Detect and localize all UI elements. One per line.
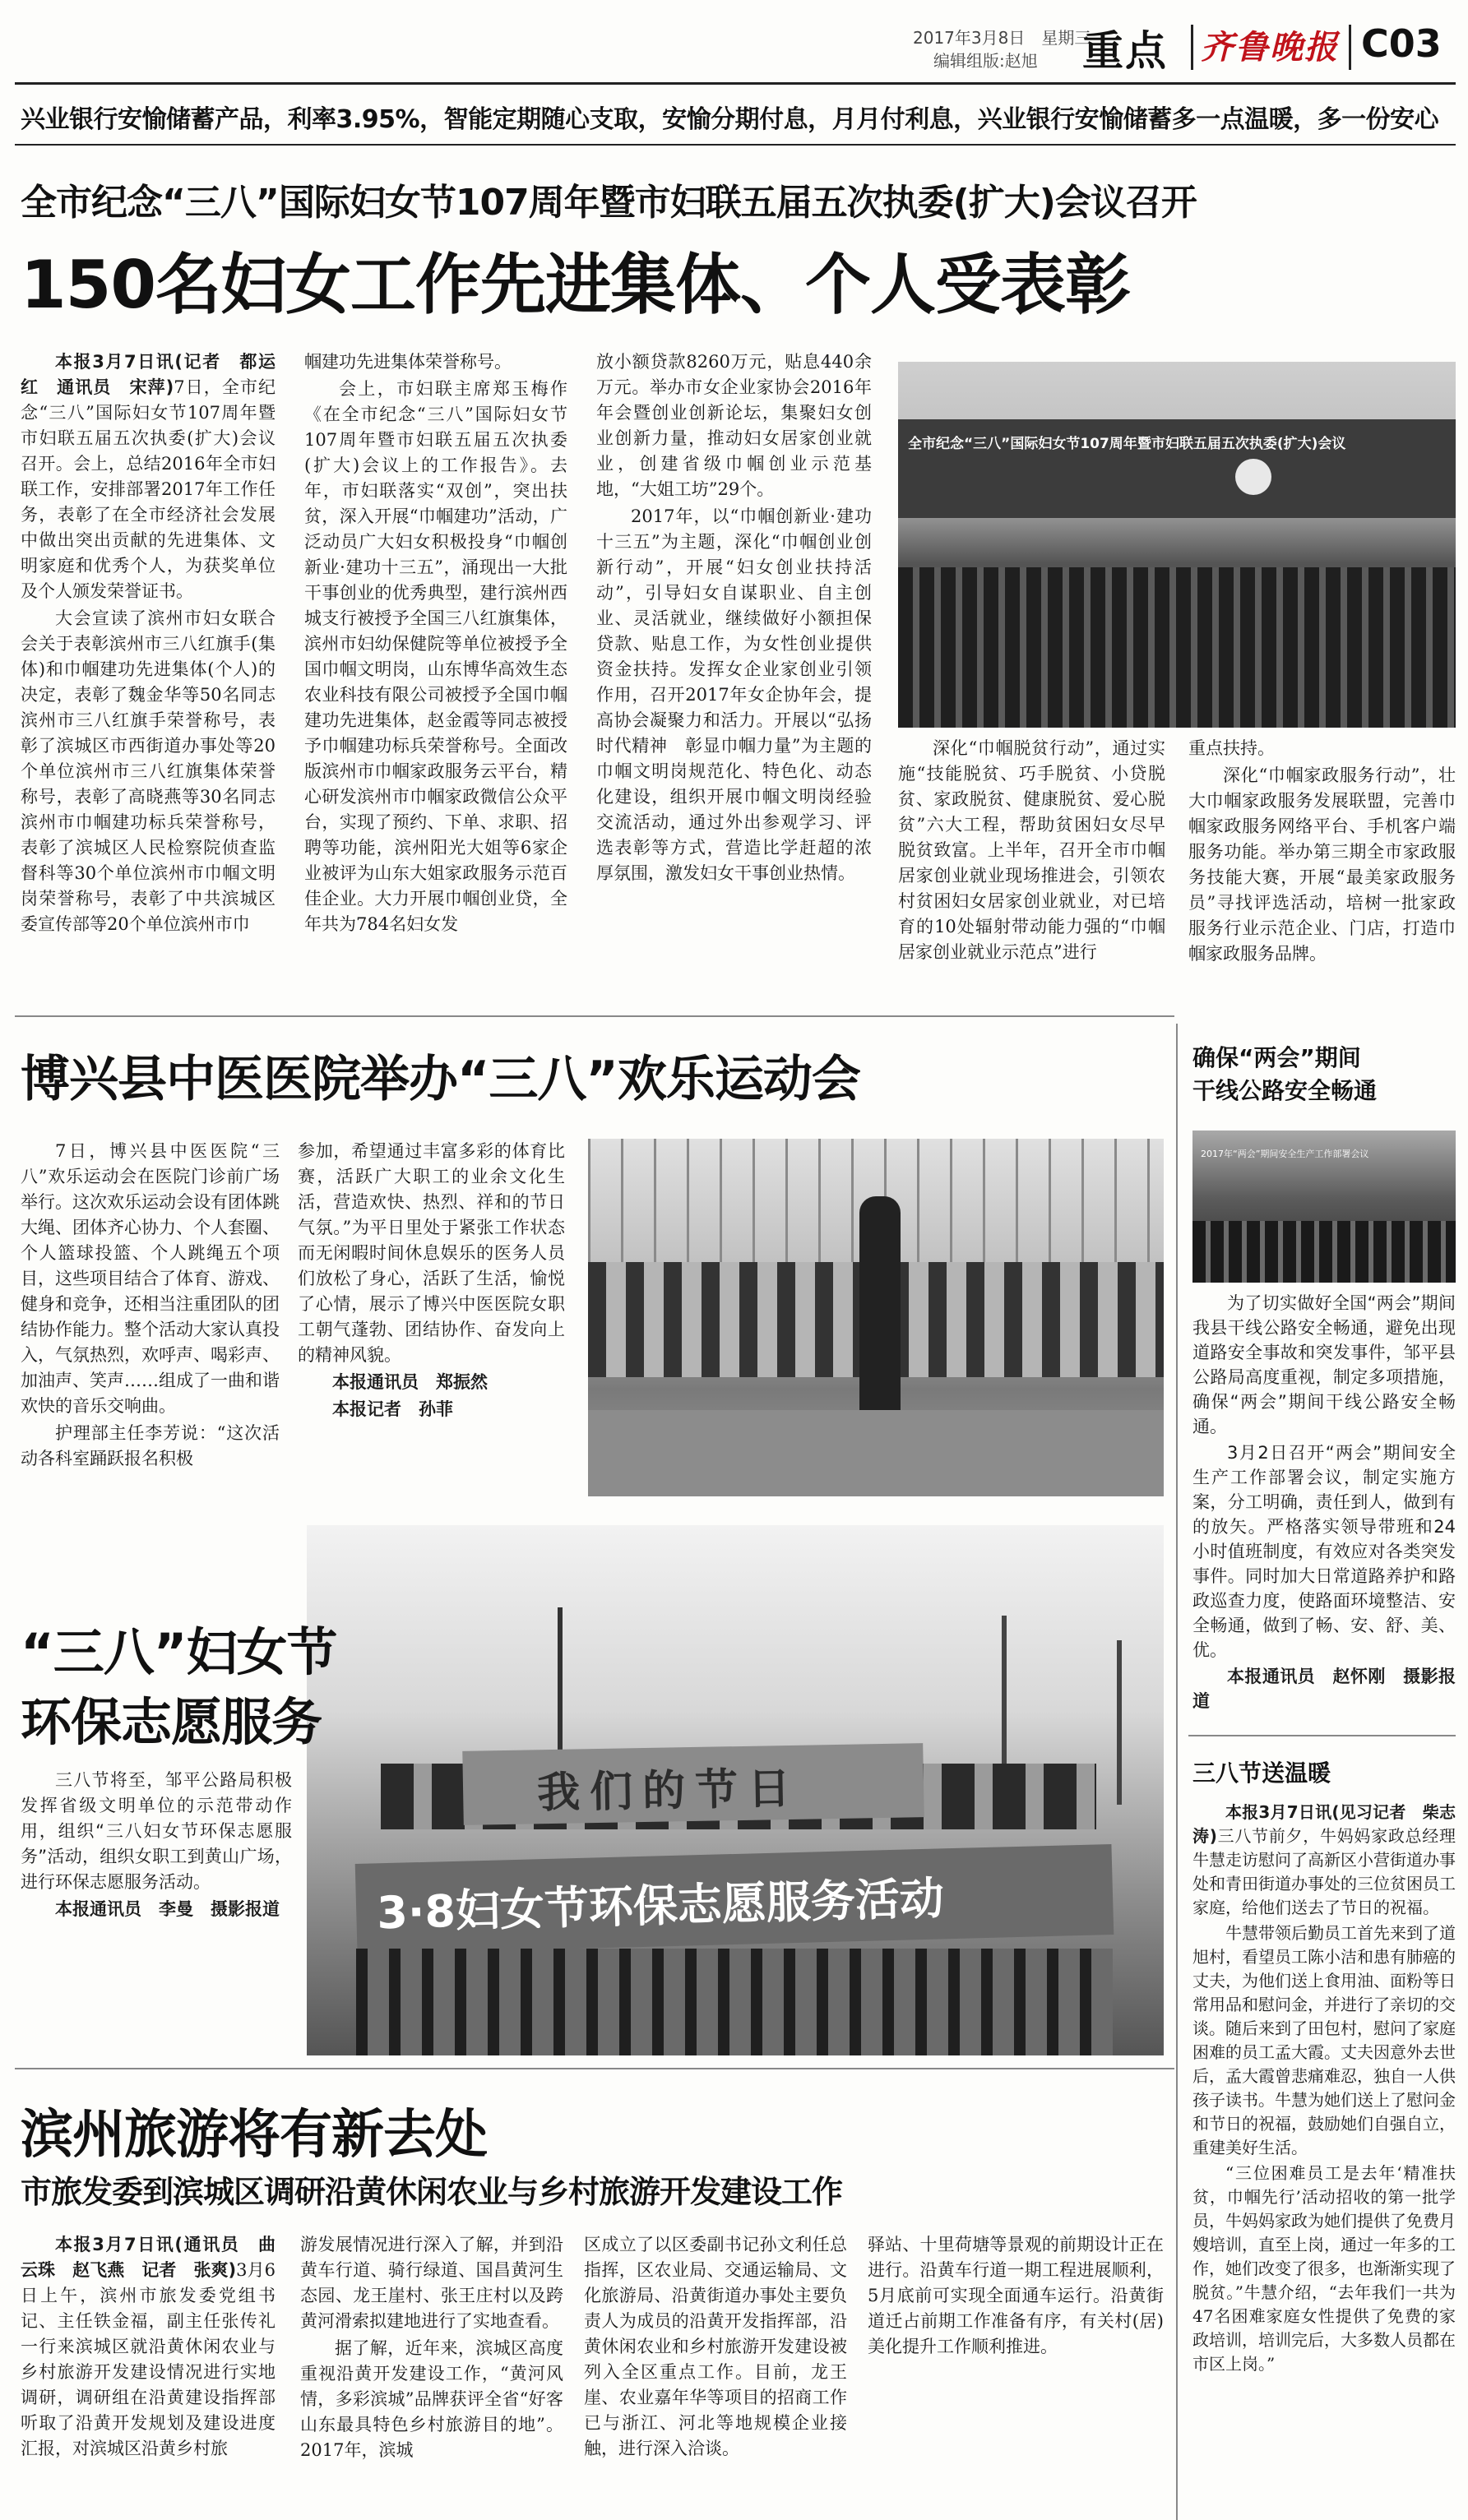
article6-col2 [300, 2232, 563, 2512]
article6-top-rule [15, 2068, 1174, 2069]
banner-main-text: 3·8妇女节环保志愿服务活动 [376, 1872, 945, 1940]
article1-col1 [21, 349, 276, 1003]
article2-sports-photo [588, 1139, 1164, 1496]
header-divider-2 [1349, 25, 1351, 70]
article5-p3: “三位困难员工是去年‘精准扶贫，巾帼先行’活动招收的第一批学员，牛妈妈家政为她们提供了免费月嫂培训，直至上岗，通过一年多的工作，她们改变了很多，也渐渐实现了脱贫。”牛慧介绍，“去年我们一共为47名困难家庭女性提供了免费的家政培训，培训完后，大多数人员都在市区上岗。” [1192, 2163, 1456, 2374]
article1-col4 [898, 736, 1165, 1007]
article2-sig1: 本报通讯员 郑振然 [332, 1372, 488, 1392]
article6-col3 [584, 2232, 847, 2512]
article3-volunteer-photo [307, 1525, 1164, 2055]
article6-col1 [21, 2232, 276, 2512]
article2-col1 [21, 1139, 280, 1509]
ad-rule [15, 144, 1456, 146]
photo-ground [588, 1410, 1164, 1496]
page-number: C03 [1361, 21, 1442, 66]
article2-sig2: 本报记者 孙菲 [332, 1399, 453, 1419]
photo-lamppost-2 [1117, 1640, 1122, 1805]
article4-sig: 本报通讯员 赵怀刚 摄影报道 [1192, 1667, 1456, 1711]
article3-headline-line2: 环保志愿服务 [21, 1692, 322, 1752]
article1-col1-p1: 7日，全市纪念“三八”国际妇女节107周年暨市妇联五届五次执委(扩大)会议召开。会上，总结2016年全市妇联工作，安排部署2017年工作任务，表彰了在全市经济社会发展中做出突出贡献的先进集体、文明家庭和优秀个人，为获奖单位及个人颁发荣誉证书。 [21, 377, 276, 601]
article6-col2-p1: 游发展情况进行深入了解，并到沿黄车行道、骑行绿道、国昌黄河生态园、龙王崖村、张王庄村以及跨黄河滑索拟建地进行了实地查看。 [300, 2235, 563, 2331]
article2-headline: 博兴县中医医院举办“三八”欢乐运动会 [21, 1051, 860, 1108]
ad-banner: 兴业银行安愉储蓄产品，利率3.95%，智能定期随心支取，安愉分期付息，月月付利息，兴业银行安愉储蓄多一点温暖，多一份安心 [21, 105, 1439, 134]
article4-p1: 为了切实做好全国“两会”期间我县干线公路安全畅通，避免出现道路安全事故和突发事件，邹平县公路局高度重视，制定多项措施，确保“两会”期间干线公路安全畅通。 [1192, 1293, 1456, 1436]
article4-p2: 3月2日召开“两会”期间安全生产工作部署会议，制定实施方案，分工明确，责任到人，做到有的放矢。严格落实领导带班和24小时值班制度，有效应对各类突发事件。同时加大日常道路养护和路政巡查力度，使路面环境整洁、安全畅通，做到了畅、安、舒、美、优。 [1192, 1443, 1456, 1660]
header-rule [15, 82, 1456, 85]
article6-col4 [868, 2232, 1164, 2512]
article6-col1-p1: 3月6日上午，滨州市旅发委党组书记、主任铁金福，副主任张传礼一行来滨城区就沿黄休闲农业与乡村旅游开发建设情况进行实地调研，调研组在沿黄建设指挥部听取了沿黄开发规划及建设进度汇报，对滨城区沿黄乡村旅 [21, 2260, 276, 2458]
article3-sig: 本报通讯员 李曼 摄影报道 [55, 1899, 280, 1919]
banner-main [355, 1844, 1114, 1954]
photo-jumper [859, 1196, 901, 1418]
article1-col3 [596, 349, 872, 1003]
meeting-emblem [1235, 459, 1271, 495]
article3-body [21, 1768, 292, 2014]
article4-photo-banner: 2017年“两会”期间安全生产工作部署会议 [1201, 1149, 1369, 1159]
header-editor: 编辑组版:赵旭 [933, 51, 1038, 71]
banner-upper-text: 我们的节日 [536, 1763, 801, 1819]
article3-headline-line1: “三八”妇女节 [21, 1622, 337, 1682]
article5-headline: 三八节送温暖 [1192, 1759, 1331, 1787]
article5-lead: 本报3月7日讯(见习记者 柴志涛) [1192, 1802, 1456, 1846]
article2-col1-p1: 7日，博兴县中医医院“三八”欢乐运动会在医院门诊前广场举行。这次欢乐运动会设有团体跳大绳、团体齐心协力、个人套圈、个人篮球投篮、个人跳绳五个项目，这些项目结合了体育、游戏、健身和竞争，还相当注重团队的团结协作能力。整个活动大家认真投入，气氛热烈，欢呼声、喝彩声、加油声、笑声……组成了一曲和谐欢快的音乐交响曲。 [21, 1141, 280, 1416]
banner-upper [462, 1743, 924, 1825]
article6-lead: 本报3月7日讯(通讯员 曲云珠 赵飞燕 记者 张爽) [21, 2235, 276, 2280]
article1-col2-p1: 帼建功先进集体荣誉称号。 [304, 352, 512, 372]
article4-bottom-rule [1188, 1735, 1456, 1736]
article1-col5-p1: 重点扶持。 [1188, 738, 1275, 758]
photo-legs [356, 1949, 1113, 2055]
article1-col4-p1: 深化“巾帼脱贫行动”，通过实施“技能脱贫、巧手脱贫、小贷脱贫、家政脱贫、健康脱贫、爱心脱贫”六大工程，帮助贫困妇女尽早脱贫致富。上半年，召开全市巾帼居家创业就业现场推进会，引领农村贫困妇女居家创业就业，对已培育的10处辐射带动能力强的“巾帼居家创业就业示范点”进行 [898, 738, 1165, 962]
article4-headline-line2: 干线公路安全畅通 [1192, 1077, 1378, 1104]
article1-col2-p2: 会上，市妇联主席郑玉梅作《在全市纪念“三八”国际妇女节107周年暨市妇联五届五次执委(扩大)会议上的工作报告》。去年，市妇联落实“双创”，突出扶贫，深入开展“巾帼建功”活动，广泛动员广大妇女积极投身“巾帼创新业·建功十三五”，涌现出一大批干事创业的优秀典型，建行滨州西城支行被授予全国三八红旗集体，滨州市妇幼保健院等单位被授予全国巾帼文明岗，山东博华高效生态农业科技有限公司被授予全国巾帼建功先进集体，赵金霞等同志被授予巾帼建功标兵荣誉称号。全面改版滨州市巾帼家政服务云平台，精心研发滨州市巾帼家政微信公众平台，实现了预约、下单、求职、招聘等功能，滨州阳光大姐等6家企业被评为山东大姐家政服务示范百佳企业。大力开展巾帼创业贷，全年共为784名妇女发 [304, 379, 567, 934]
article1-col3-p2: 2017年，以“巾帼创新业·建功十三五”为主题，深化“巾帼创业创新行动”，开展“妇女创业扶持活动”，引导妇女自谋职业、自主创业、灵活就业，继续做好小额担保贷款、贴息工作，为女性创业提供资金扶持。发挥女企业家创业引领作用，召开2017年女企协年会，提高协会凝聚力和活力。开展以“弘扬时代精神 彰显巾帼力量”为主题的巾帼文明岗规范化、特色化、动态化建设，组织开展巾帼文明岗经验交流活动，通过外出参观学习、评选表彰等方式，营造比学赶超的浓厚氛围，激发妇女干事创业热情。 [596, 506, 872, 883]
article3-body-text: 三八节将至，邹平公路局积极发挥省级文明单位的示范带动作用，组织“三八妇女节环保志愿服务”活动，组织女职工到黄山广场，进行环保志愿服务活动。 [21, 1770, 292, 1892]
article4-meeting-photo [1192, 1131, 1456, 1283]
article4-photo-table [1192, 1221, 1456, 1283]
article5-body [1192, 1801, 1456, 2508]
article6-headline: 滨州旅游将有新去处 [21, 2105, 487, 2166]
meeting-banner: 全市纪念“三八”国际妇女节107周年暨市妇联五届五次执委(扩大)会议 [908, 436, 1346, 452]
article1-lead: 本报3月7日讯(记者 都运红 通讯员 宋萍) [21, 352, 276, 397]
article1-headline: 150名妇女工作先进集体、个人受表彰 [21, 247, 1130, 323]
article1-col2 [304, 349, 567, 1003]
right-column-divider [1176, 1024, 1178, 2520]
article4-headline-line1: 确保“两会”期间 [1192, 1044, 1361, 1071]
article5-p2: 牛慧带领后勤员工首先来到了道旭村，看望员工陈小洁和患有肺癌的丈夫，为他们送上食用油、面粉等日常用品和慰问金，并进行了亲切的交谈。随后来到了田包村，慰问了家庭困难的员工孟大霞。丈夫因意外去世后，孟大霞曾悲痛难忍，独自一人供孩子读书。牛慧为她们送上了慰问金和节日的祝福，鼓励她们自强自立，重建美好生活。 [1192, 1923, 1456, 2157]
article6-col2-p2: 据了解，近年来，滨城区高度重视沿黄开发建设工作，“黄河风情，多彩滨城”品牌获评全省“好客山东最具特色乡村旅游目的地”。2017年，滨城 [300, 2338, 563, 2460]
article1-meeting-photo [898, 362, 1456, 728]
newspaper-logo: 齐鲁晚报 [1201, 28, 1339, 67]
article6-subhead: 市旅发委到滨城区调研沿黄休闲农业与乡村旅游开发建设工作 [21, 2174, 843, 2210]
article1-col5-p2: 深化“巾帼家政服务行动”，壮大巾帼家政服务发展联盟，完善巾帼家政服务网络平台、手机客户端服务功能。举办第三期全市家政服务技能大赛，开展“最美家政服务员”寻找评选活动，培树一批家政服务行业示范企业、门店，打造巾帼家政服务品牌。 [1188, 765, 1456, 964]
article1-col5 [1188, 736, 1456, 1007]
article1-kicker: 全市纪念“三八”国际妇女节107周年暨市妇联五届五次执委(扩大)会议召开 [21, 182, 1197, 224]
article6-col3-p1: 区成立了以区委副书记孙文利任总指挥，区农业局、交通运输局、文化旅游局、沿黄街道办事处主要负责人为成员的沿黄开发指挥部，沿黄休闲农业和乡村旅游开发建设被列入全区重点工作。目前，龙王崖、农业嘉年华等项目的招商工作已与浙江、河北等地规模企业接触，进行深入洽谈。 [584, 2235, 847, 2458]
header-date: 2017年3月8日 星期三 [913, 28, 1091, 48]
article2-col2 [298, 1139, 565, 1509]
article6-col4-p1: 驿站、十里荷塘等景观的前期设计正在进行。沿黄车行道一期工程进展顺利，5月底前可实现全面通车运行。沿黄街道迁占前期工作准备有序，有关村(居)美化提升工作顺利推进。 [868, 2235, 1164, 2356]
article2-col1-p2: 护理部主任李芳说：“这次活动各科室踊跃报名积极 [21, 1423, 280, 1468]
meeting-audience [898, 567, 1456, 728]
article1-col1-p2: 大会宣读了滨州市妇女联合会关于表彰滨州市三八红旗手(集体)和巾帼建功先进集体(个人)的决定，表彰了魏金华等50名同志滨州市三八红旗手荣誉称号，表彰了滨城区市西街道办事处等20个单位滨州市三八红旗集体荣誉称号，表彰了高晓燕等30名同志滨州市巾帼建功标兵荣誉称号，表彰了滨城区人民检察院侦查监督科等30个单位滨州市巾帼文明岗荣誉称号，表彰了中共滨城区委宣传部等20个单位滨州市巾 [21, 608, 276, 934]
article4-body [1192, 1291, 1456, 1722]
article2-col2-p1: 参加，希望通过丰富多彩的体育比赛，活跃广大职工的业余文化生活，营造欢快、热烈、祥和的节日气氛。”为平日里处于紧张工作状态而无闲暇时间休息娱乐的医务人员们放松了身心，活跃了生活，愉悦了心情，展示了博兴中医医院女职工朝气蓬勃、团结协作、奋发向上的精神风貌。 [298, 1141, 565, 1365]
section-title: 重点 [1082, 27, 1168, 75]
article1-col3-p1: 放小额贷款8260万元，贴息440余万元。举办市女企业家协会2016年年会暨创业创新论坛，集聚妇女创业创新力量，推动妇女居家创业就业，创建省级巾帼创业示范基地，“大姐工坊”29个。 [596, 352, 872, 499]
header-divider-1 [1191, 25, 1193, 70]
article1-bottom-rule [15, 1015, 1174, 1017]
article5-p1: 三八节前夕，牛妈妈家政总经理牛慧走访慰问了高新区小营街道办事处和青田街道办事处的三位贫困员工家庭，给他们送去了节日的祝福。 [1192, 1826, 1456, 1917]
photo-tower [558, 1607, 563, 1772]
